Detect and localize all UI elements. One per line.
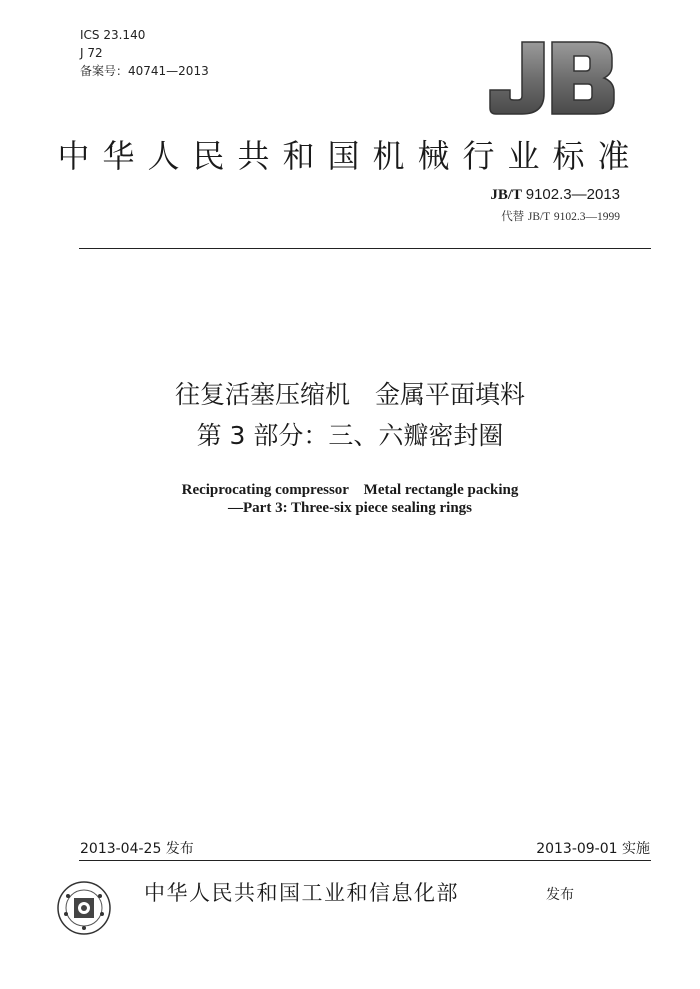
title-en-line2: —Part 3: Three-six piece sealing rings (228, 500, 472, 516)
title-cn-line2: 第 3 部分：三、六瓣密封圈 (196, 421, 504, 450)
jb-logo (488, 38, 616, 116)
issue-date: 2013-04-25 发布 (80, 841, 194, 857)
ccs-code: J 72 (80, 46, 103, 60)
standard-number (490, 186, 620, 204)
implement-date: 2013-09-01 实施 (536, 841, 650, 857)
standard-prefix: JB/T (490, 187, 522, 203)
record-number: 备案号：40741—2013 (80, 64, 209, 78)
title-en-line1: Reciprocating compressor Metal rectangle packing (181, 482, 519, 498)
replaces-line (501, 208, 620, 224)
ics-code: ICS 23.140 (80, 28, 146, 42)
logo-text: JB (488, 38, 489, 39)
issuer-name: 中华人民共和国工业和信息化部 (144, 881, 459, 905)
replaces-prefix: JB/T (527, 211, 551, 223)
title-cn-line1: 往复活塞压缩机 金属平面填料 (174, 380, 525, 409)
standard-category: 中华人民共和国机械行业标准 (57, 137, 643, 175)
replaces-label: 代替 (501, 211, 525, 223)
footer-divider (79, 860, 651, 861)
issuer-action: 发布 (546, 887, 574, 903)
header-divider (79, 248, 651, 249)
replaces-number: 9102.3—1999 (553, 211, 620, 223)
standard-number-value: 9102.3—2013 (525, 186, 620, 203)
ministry-seal-icon (56, 880, 112, 936)
